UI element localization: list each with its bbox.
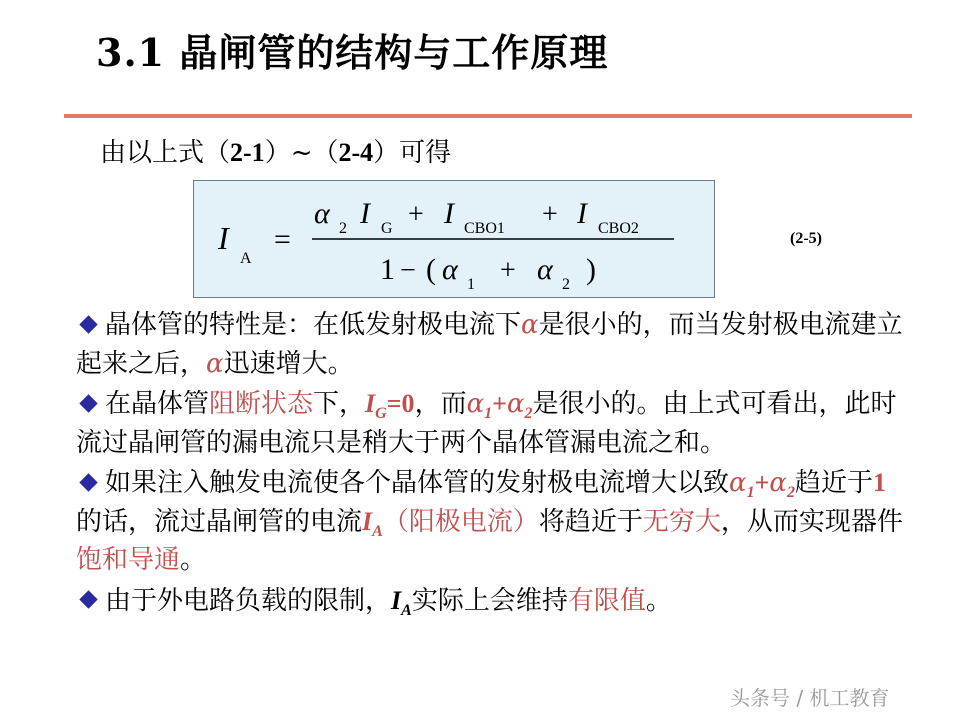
bullet-text: 是很小的，而当发射极电流建立起来之后， <box>76 310 903 379</box>
bullet-text: 趋近于 <box>794 468 873 498</box>
highlight-text: 阻断状态 <box>209 389 314 419</box>
formula-G-sub: G <box>381 220 393 237</box>
alpha-subscript: 1 <box>746 484 755 501</box>
bullet-text: 迅速增大。 <box>223 348 354 379</box>
bullet-list <box>76 306 906 622</box>
formula-alpha-2-sub: 2 <box>339 220 347 237</box>
ig-subscript: G <box>375 405 387 422</box>
diamond-bullet-icon <box>79 394 97 412</box>
formula-cbo1-sub: CBO1 <box>464 220 505 237</box>
intro-ref-1: 2-1 <box>230 138 265 167</box>
formula-lhs-sub: A <box>240 250 252 267</box>
number-one: 1 <box>872 468 886 497</box>
alpha-symbol: α <box>769 468 787 498</box>
bullet-text: 是很小的。由上式可看出，此时流过晶闸管的漏电流只是稍大于两个晶体管漏电流之和。 <box>76 389 897 458</box>
bullet-item <box>76 306 906 383</box>
bullet-text: 下， <box>313 389 366 419</box>
bullet-text: 在晶体管 <box>105 389 210 419</box>
formula-alpha-2: α <box>314 197 330 230</box>
highlight-text: 无穷大 <box>642 506 721 537</box>
intro-text <box>100 132 451 169</box>
plus-sign: + <box>754 468 770 497</box>
bullet-text: 由于外电路负载的限制， <box>105 585 392 616</box>
alpha-symbol: α <box>729 468 747 498</box>
highlight-text: （阳极电流） <box>382 506 539 537</box>
formula-alpha-2b-sub: 2 <box>562 276 570 293</box>
ia-subscript: A <box>372 522 383 540</box>
ig-symbol: I <box>365 389 376 418</box>
alpha-subscript: 2 <box>524 405 533 422</box>
bullet-text: 如果注入触发电流使各个晶体管的发射极电流增大以致 <box>105 468 730 498</box>
alpha-symbol: α <box>521 310 539 340</box>
bullet-text: ，从而实现器件 <box>720 506 903 537</box>
bullet-item <box>76 582 906 621</box>
alpha-symbol: α <box>466 389 485 419</box>
formula-alpha-1-sub: 1 <box>467 276 475 293</box>
bullet-text: 实际上会维持 <box>411 585 568 616</box>
bullet-text: 。 <box>180 545 207 575</box>
ia-symbol: I <box>391 585 402 615</box>
intro-prefix: 由以上式（ <box>100 138 231 168</box>
equation-number: (2-5) <box>790 230 822 247</box>
formula-equation <box>194 181 714 297</box>
formula-rparen: ) <box>586 253 596 286</box>
page-title: 3.1 晶闸管的结构与工作原理 <box>96 30 609 75</box>
bullet-text: 。 <box>645 585 672 616</box>
formula-I-G: I <box>360 197 370 230</box>
formula-lparen: ( <box>426 253 436 286</box>
formula-cbo2-sub: CBO2 <box>598 220 639 237</box>
diamond-bullet-icon <box>79 473 97 491</box>
formula-minus: − <box>400 255 416 286</box>
formula-I-cbo2: I <box>577 197 587 230</box>
formula-I-cbo1: I <box>444 197 454 230</box>
bullet-text: 将趋近于 <box>538 506 643 537</box>
alpha-subscript: 1 <box>484 405 493 422</box>
formula-alpha-2b: α <box>537 253 553 286</box>
diamond-bullet-icon <box>79 315 97 333</box>
formula-alpha-1: α <box>442 253 458 286</box>
formula-plus-3: + <box>500 255 516 286</box>
formula-box <box>193 180 715 298</box>
intro-ref-2: 2-4 <box>338 138 374 167</box>
formula-lhs-I: I <box>218 220 229 256</box>
bullet-text: 的话，流过晶闸管的电流 <box>76 506 363 537</box>
alpha-symbol: α <box>206 348 224 379</box>
intro-mid: ）~（ <box>264 138 339 168</box>
intro-suffix: ）可得 <box>373 138 452 168</box>
formula-one: 1 <box>380 253 395 286</box>
ig-value: =0 <box>386 389 415 418</box>
watermark: 头条号 / 机工教育 <box>730 686 890 710</box>
bullet-item <box>76 464 906 580</box>
diamond-bullet-icon <box>79 590 97 608</box>
highlight-text: 有限值 <box>567 585 646 616</box>
plus-sign: + <box>492 389 507 418</box>
formula-plus-2: + <box>542 199 558 230</box>
bullet-item <box>76 385 906 462</box>
highlight-text: 饱和导通 <box>76 545 181 575</box>
ia-symbol: I <box>362 506 373 536</box>
alpha-symbol: α <box>506 389 525 419</box>
ia-subscript: A <box>401 601 412 619</box>
formula-plus-1: + <box>408 199 424 230</box>
bullet-text: 晶体管的特性是：在低发射极电流下 <box>105 310 522 340</box>
bullet-text: ，而 <box>414 389 467 419</box>
formula-equals: = <box>274 223 291 256</box>
title-divider <box>64 114 912 118</box>
alpha-subscript: 2 <box>786 484 795 501</box>
